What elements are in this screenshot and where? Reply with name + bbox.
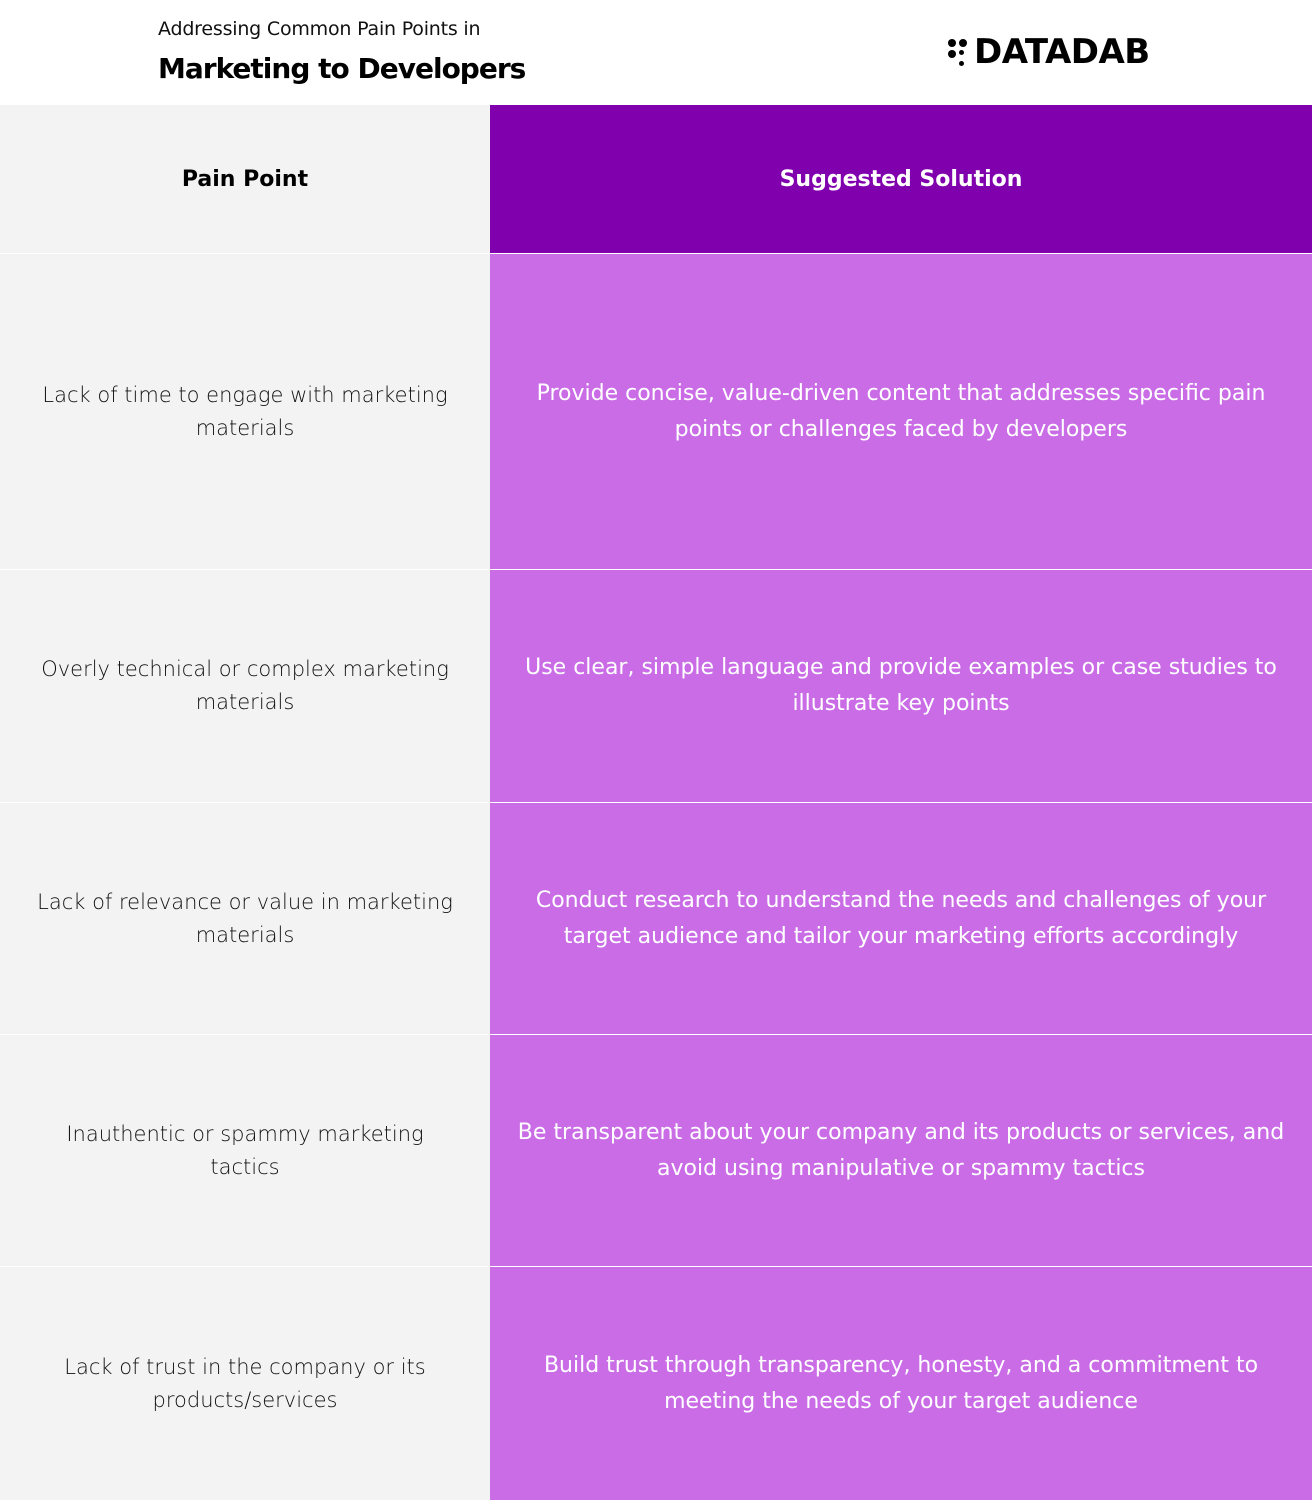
logo-dots-icon [948, 37, 970, 67]
row-divider [0, 253, 1312, 254]
row-divider [0, 1266, 1312, 1267]
column-header-pain-point [0, 105, 490, 253]
table-cell-pain-point [0, 1267, 490, 1500]
table-cell-pain-point [0, 254, 490, 569]
solution-text: Provide concise, value-driven content that addresses specific pain points or challenges faced by developers [536, 380, 1266, 442]
solution-text: Conduct research to understand the needs and challenges of your target audience and tailor your marketing efforts accordingly [535, 887, 1267, 949]
table-cell-pain-point [0, 1035, 490, 1266]
table-cell-solution [490, 1267, 1312, 1500]
table-cell-pain-point [0, 803, 490, 1034]
column-header-suggested-solution [490, 105, 1312, 253]
pain-point-text: Inauthentic or spammy marketing tactics [66, 1121, 424, 1179]
page-title: Marketing to Developers [158, 52, 526, 85]
pain-point-text: Overly technical or complex marketing materials [41, 657, 449, 714]
row-divider [0, 802, 1312, 803]
table-cell-solution [490, 254, 1312, 569]
column-header-label: Pain Point [181, 166, 309, 192]
logo-text: DATADAB [974, 32, 1150, 72]
table-cell-pain-point [0, 570, 490, 802]
solution-text: Be transparent about your company and its products or services, and avoid using manipulative or spammy tactics [517, 1119, 1285, 1181]
header [0, 0, 1312, 105]
pain-point-text: Lack of trust in the company or its products/services [64, 1354, 426, 1412]
column-header-label: Suggested Solution [779, 166, 1023, 192]
table-cell-solution [490, 803, 1312, 1034]
solution-text: Use clear, simple language and provide examples or case studies to illustrate key points [525, 655, 1277, 716]
pain-point-text: Lack of time to engage with marketing materials [42, 382, 448, 440]
solution-text: Build trust through transparency, honesty, and a commitment to meeting the needs of your target audience [543, 1352, 1259, 1414]
table-cell-solution [490, 570, 1312, 802]
page-subtitle: Addressing Common Pain Points in [158, 18, 481, 40]
pain-point-text: Lack of relevance or value in marketing materials [37, 889, 453, 947]
pain-point-table [0, 105, 1312, 1500]
row-divider [0, 569, 1312, 570]
row-divider [0, 1034, 1312, 1035]
brand-logo [948, 32, 1150, 72]
table-cell-solution [490, 1035, 1312, 1266]
